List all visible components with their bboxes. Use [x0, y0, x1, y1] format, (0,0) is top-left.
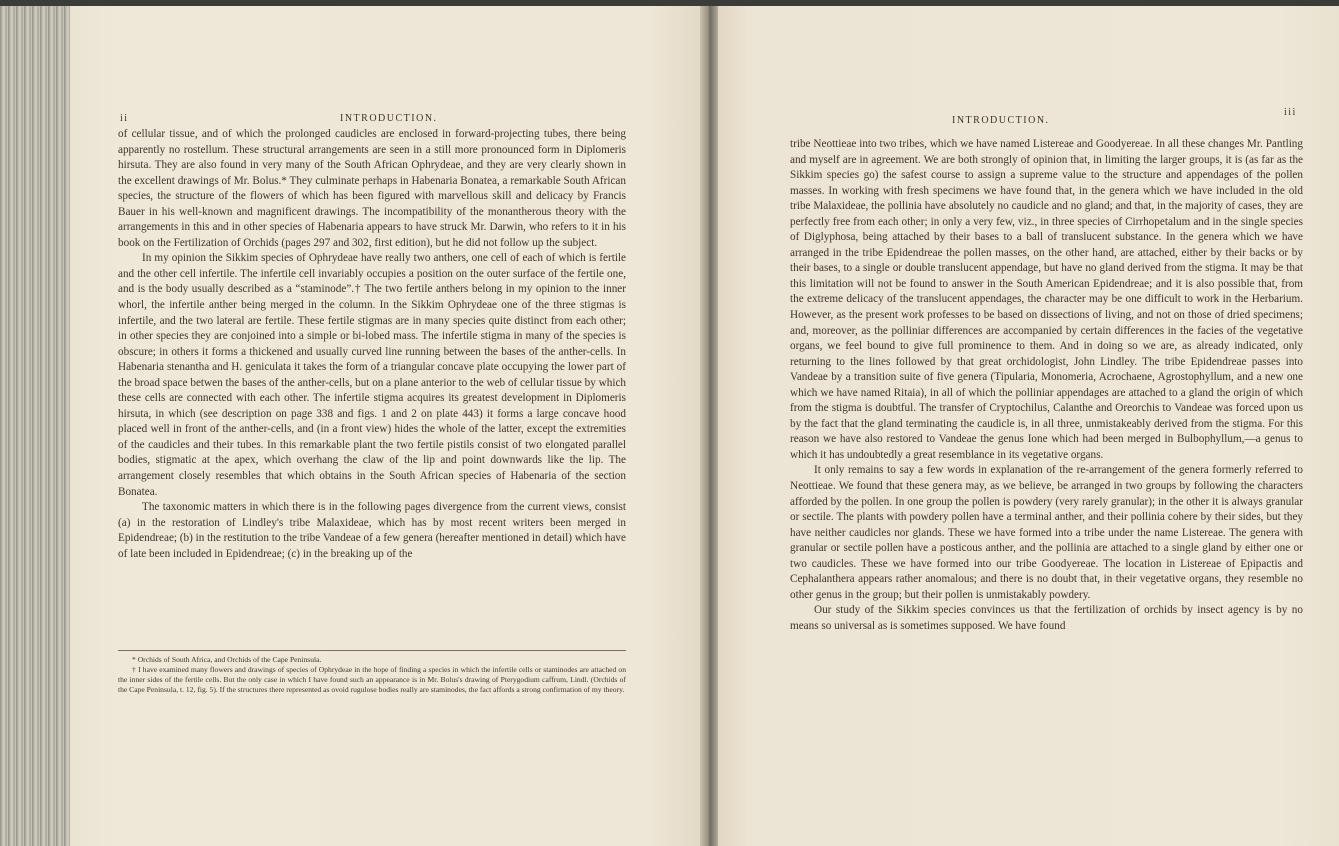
paragraph: In my opinion the Sikkim species of Ophrydeae have really two anthers, one cell of each of which is fertile and the other cell infertile. The infertile cell invariably occupies a position on the outer surface of the fertile one, and is the body usually described as a “staminode”.† The two fertile anthers belong in my opinion to the inner whorl, the infertile anther being merged in the column. In the Sikkim Ophrydeae one of the three stigmas is infertile, and the two lateral are fertile. These fertile stigmas are in many species quite distinct from each other; in other species they are conjoined into a simple or bi-lobed mass. The infertile stigma in many of the species is obscure; in others it forms a thickened and usually curved line running between the bases of the anther-cells. In Habenaria stenantha and H. geniculata it takes the form of a triangular concave plate occupying the lower part of the broad space betwen the bases of the anther-cells, but on a plane anterior to the web of cellular tissue by which these cells are connected with each other. The infertile stigma acquires its greatest development in Diplomeris hirsuta, in which (see description on page 338 and figs. 1 and 2 on plate 443) it forms a large concave hood placed well in front of the anther-cells, and (in a front view) hides the whole of the latter, except the extremities of the caudicles and their tubes. In this remarkable plant the two fertile pistils consist of two elongated parallel bodies, stigmatic at the apex, which overhang the claw of the lip and point downwards like the lip. The arrangement closely resembles that which obtains in the South African species of Habenaria of the section Bonatea. — [118, 252, 627, 498]
left-body-text — [118, 127, 626, 562]
paragraph: tribe Neottieae into two tribes, which we have named Listereae and Goodyereae. In all these changes Mr. Pantling and myself are in agreement. We are both strongly of opinion that, in limiting the larger groups, it is (as far as the Sikkim species go) the safest course to assign a supreme value to the structure and appendages of the pollen masses. In working with fresh specimens we have found that, in the genera which we have included in the old tribe Malaxideae, the pollinia have absolutely no caudicle and no gland; and that, in the majority of cases, they are perfectly free from each other; in only a very few, viz., in three species of Cirrhopetalum and in the single species of Diglyphosa, being attached by their bases to a ball of translucent substance. In the genera which we have arranged in the tribe Epidendreae the pollen masses, on the other hand, are attached, either by their backs or by their bases, to a single or double translucent appendage, but have no gland derived from the stigma. It may be that this limitation will not be found to answer in the South American Epidendreae; and it is also possible that, from the extreme delicacy of the translucent appendages, the character may be one difficult to work in the Herbarium. However, as the present work professes to be based on dissections of living, and not on those of dried specimens; and, moreover, as the polliniar differences are accompanied by certain differences in the facies of the vegetative organs, we feel bound to give full prominence to them. And in doing so we are, as already indicated, only returning to the lines followed by that great orchidologist, John Lindley. The tribe Epidendreae passes into Vandeae by a transition suite of five genera (Tipularia, Monomeria, Acrochaene, Agrostophyllum, and a new one which we have named Ritaia), in all of which the polliniar appendages are attached to a gland the origin of which from the stigma is doubtful. The transfer of Cryptochilus, Calanthe and Oreorchis to Vandeae was forced upon us by the fact that the gland terminating the caudicle is, in all three, unmistakeably derived from the stigma. For this reason we have also restored to Vandeae the genus Ione which had been merged in Bulbophyllum,—a genus to which it has undoubtedly a great resemblance in its vegetative organs. — [790, 138, 1303, 461]
right-page-number: iii — [1284, 107, 1297, 118]
paragraph: of cellular tissue, and of which the prolonged caudicles are enclosed in forward-projecting tubes, there being apparently no rostellum. These structural arrangements are seen in a still more pronounced form in Diplomeris hirsuta. They are also found in very many of the South African Ophrydeae, and they are very clearly shown in the excellent drawings of Mr. Bolus.* They culminate perhaps in Habenaria Bonatea, a remarkable South African species, the structure of the flowers of which has been figured with marvellous skill and delicacy by Francis Bauer in his well-known and magnificent drawings. The incompatibility of the monantherous theory with the arrangements in this and in other species of Habenaria appears to have struck Mr. Darwin, who refers to it in his book on the Fertilization of Orchids (pages 297 and 302, first edition), but he did not follow up the subject. — [118, 128, 626, 249]
footnote-rule — [118, 650, 626, 651]
paragraph: It only remains to say a few words in explanation of the re-arrangement of the genera formerly referred to Neottieae. We found that these genera may, as we believe, be arranged in two groups by following the characters afforded by the pollen. In one group the pollen is powdery (very rarely granular); in the other it is always granular or sectile. The plants with powdery pollen have a terminal anther, and their pollinia cohere by their sides, but they have neither caudicles nor glands. These we have formed into a tribe under the name Listereae. The genera with granular or sectile pollen have a posticous anther, and the pollinia are attached to a single gland by either one or two caudicles. These we have formed into our tribe Goodyereae. The location in Listereae of Epipactis and Cephalanthera appears rather anomalous; and there is no doubt that, in their vegetative organs, they resemble no other genus in the group; but their pollen is unmistakably powdery. — [790, 464, 1303, 601]
book-gutter — [700, 6, 718, 846]
footnote: † I have examined many flowers and drawings of species of Ophrydeae in the hope of finding a species in which the infertile cells or staminodes are attached on the inner sides of the fertile cells. But the only case in which I have found such an appearance is in Mr. Bolus's drawing of Pterygodium caffrum, Lindl. (Orchids of the Cape Peninsula, t. 12, fig. 5). If the structures there represented as ovoid rugulose bodies really are staminodes, the fact affords a strong confirmation of my theory. — [118, 665, 626, 695]
right-body-text — [790, 137, 1303, 635]
footnotes — [118, 655, 626, 695]
paragraph: The taxonomic matters in which there is in the following pages divergence from the current views, consist (a) in the restoration of Lindley's tribe Malaxideae, which has by most recent writers been merged in Epidendreae; (b) in the restitution to the tribe Vandeae of a few genera (hereafter mentioned in detail) which have of late been included in Epidendreae; (c) in the breaking up of the — [118, 501, 626, 560]
page-edges — [0, 6, 70, 846]
right-running-head: INTRODUCTION. — [952, 115, 1050, 126]
left-page-number: ii — [120, 113, 129, 124]
paragraph: Our study of the Sikkim species convinces us that the fertilization of orchids by insect agency is by no means so universal as is sometimes supposed. We have found — [790, 604, 1303, 632]
footnote: * Orchids of South Africa, and Orchids of the Cape Peninsula. — [132, 655, 322, 664]
left-running-head: INTRODUCTION. — [340, 113, 438, 124]
